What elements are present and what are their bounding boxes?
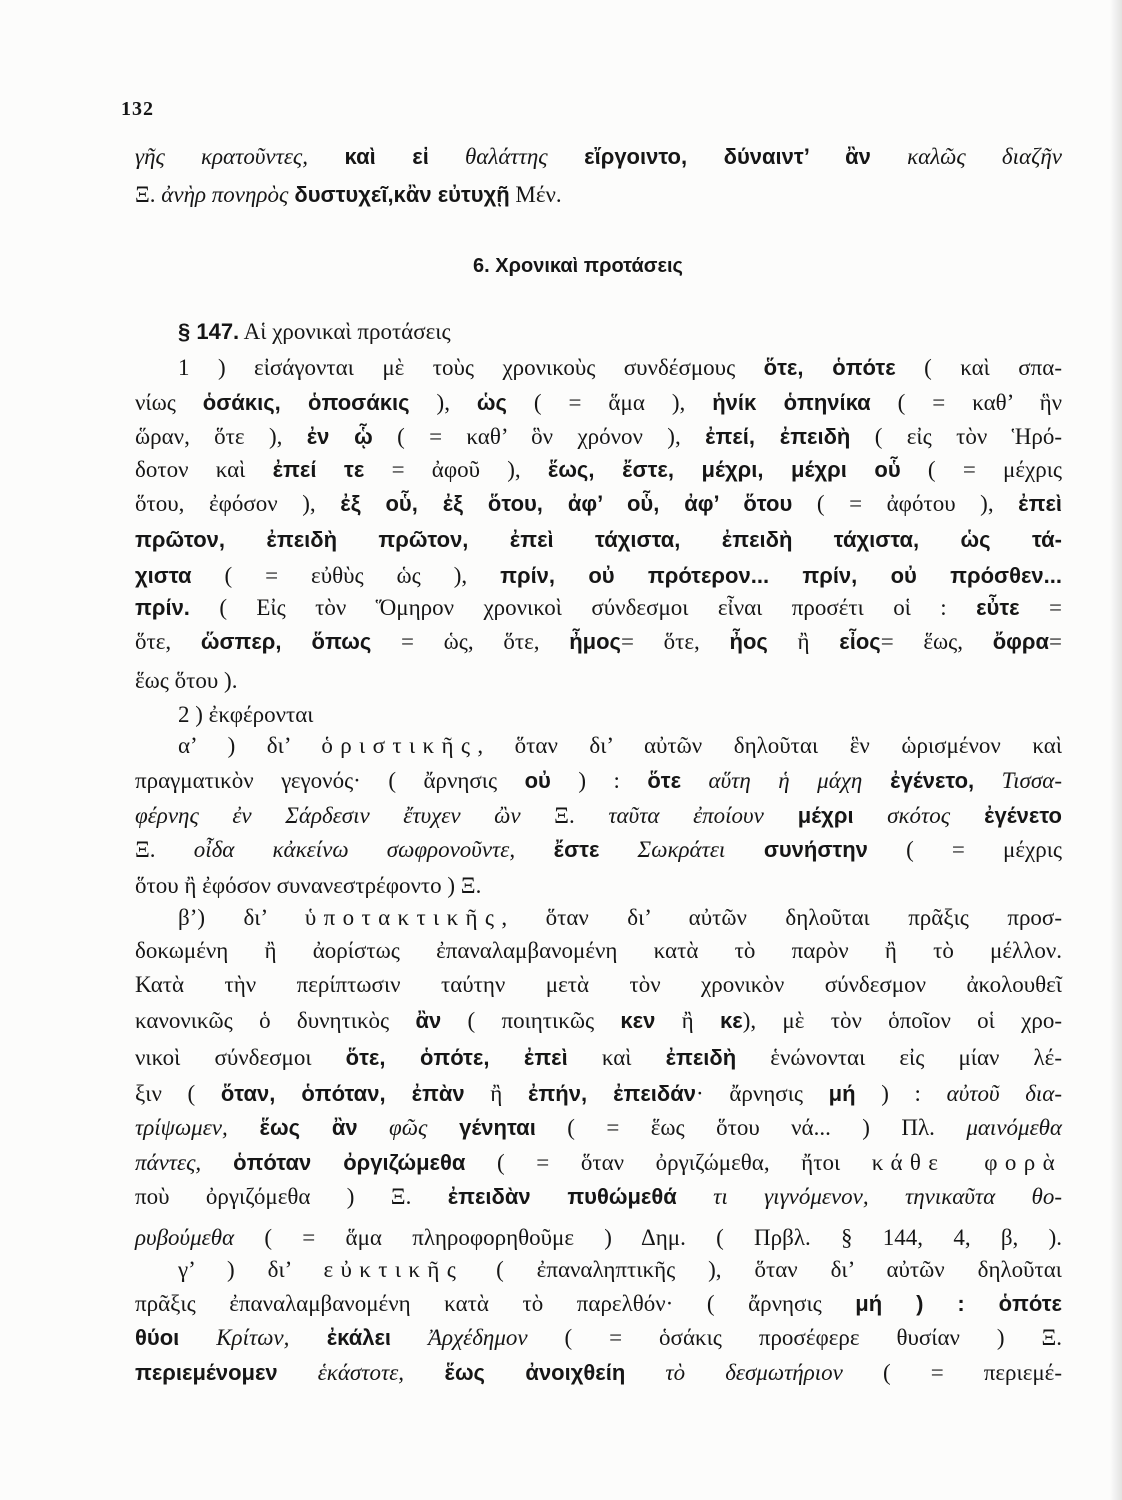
- text-run: =: [1049, 629, 1063, 654]
- text-run: = ἕως,: [880, 629, 993, 654]
- bold-term-run: ἐν ᾧ: [306, 424, 373, 449]
- text-run: ἢ: [767, 629, 840, 654]
- text-run: 2 ) ἐκφέρονται: [178, 702, 314, 727]
- bold-term-run: ἡνίκ ὁπηνίκα: [712, 390, 871, 415]
- italic-example-run: οἶδα κἀκείνω σωφρονοῦντε,: [193, 837, 516, 862]
- text-run: = ἀφοῦ ),: [364, 457, 548, 482]
- text-run: ( = ἅμα πληροφορηθοῦμε ) Δημ. ( Πρβλ. § 144, 4, β, ).: [234, 1225, 1062, 1250]
- bold-term-run: ἐπεί, ἐπειδὴ: [705, 424, 851, 449]
- text-line: [135, 968, 1062, 1002]
- bold-term-run: πρίν.: [135, 595, 190, 620]
- bold-term-run: δυστυχεῖ,κἂν εὐτυχῇ: [288, 182, 510, 207]
- text-line: [135, 664, 1062, 698]
- bold-term-run: ἦος: [729, 629, 768, 654]
- text-run: ( ἐπαναληπτικῆς ), ὅταν δι’ αὐτῶν δηλοῦται: [463, 1257, 1062, 1282]
- italic-example-run: αὕτη ἡ μάχη: [681, 768, 863, 793]
- bold-term-run: 6. Χρονικαὶ προτάσεις: [473, 255, 683, 277]
- text-run: ἑνώνονται εἰς μίαν λέ-: [736, 1045, 1062, 1070]
- text-run: ( Εἰς τὸν Ὅμηρον χρονικοὶ σύνδεσμοι εἶναι προσέτι οἱ :: [189, 595, 977, 620]
- bold-term-run: περιεμένομεν: [135, 1360, 278, 1385]
- spaced-term-run: ὑποτακτικῆς: [304, 905, 502, 930]
- text-run: β’) δι’: [178, 905, 305, 930]
- text-run: Αἱ χρονικαὶ προτάσεις: [239, 319, 451, 344]
- text-run: δοτον καὶ: [135, 457, 273, 482]
- text-run: Ξ.: [520, 803, 609, 828]
- bold-term-run: ὄφρα: [992, 629, 1050, 654]
- text-run: ἢ: [464, 1081, 528, 1106]
- text-run: = ὡς, ὅτε,: [371, 629, 570, 654]
- text-run: δοκωμένη ἢ ἀορίστως ἐπαναλαμβανομένη κατὰ τὸ παρὸν ἢ τὸ μέλλον.: [135, 938, 1062, 963]
- bold-term-run: ὁσάκις, ὁποσάκις: [202, 390, 410, 415]
- italic-example-run: θαλάττης: [428, 144, 548, 169]
- bold-term-run: ἐξ οὗ, ἐξ ὅτου, ἀφ’ οὗ, ἀφ’ ὅτου: [340, 491, 793, 516]
- text-run: πραγματικὸν γεγονός· ( ἄρνησις: [135, 768, 525, 793]
- text-run: γ’ ) δι’: [178, 1257, 324, 1282]
- text-run: =: [1019, 595, 1062, 620]
- bold-term-run: ἂν: [415, 1008, 442, 1033]
- bold-term-run: ἕως ἂν: [227, 1115, 358, 1140]
- text-run: ( εἰς τὸν Ἡρό-: [850, 424, 1062, 449]
- text-run: ( = ὁσάκις προσέφερε θυσίαν ) Ξ.: [527, 1325, 1063, 1350]
- text-run: ( = μέχρις: [900, 457, 1063, 482]
- bold-term-run: ἔστε: [515, 837, 600, 862]
- text-run: Κατὰ τὴν περίπτωσιν ταύτην μετὰ τὸν χρονικὸν σύνδεσμον ἀκολουθεῖ: [135, 972, 1062, 997]
- bold-term-run: θύοι: [135, 1325, 180, 1350]
- bold-term-run: πρῶτον, ἐπειδὴ πρῶτον, ἐπεὶ τάχιστα, ἐπειδὴ τάχιστα, ὡς τά-: [135, 527, 1062, 552]
- bold-term-run: ἕως, ἔστε, μέχρι, μέχρι οὗ: [547, 457, 901, 482]
- bold-term-run: ὥσπερ, ὅπως: [200, 629, 372, 654]
- bold-term-run: ὅτε: [647, 768, 682, 793]
- bold-term-run: εἴργοιντο, δύναιντ’ ἂν: [547, 144, 871, 169]
- bold-term-run: ὅτε, ὁπότε: [763, 355, 896, 380]
- text-run: ( = ὅταν ὀργιζώμεθα, ἤτοι: [465, 1150, 872, 1175]
- text-line: [135, 1041, 1062, 1075]
- text-run: ὅτου ἢ ἐφόσον συνανεστρέφοντο ) Ξ.: [135, 873, 482, 898]
- bold-term-run: εἶος: [839, 629, 881, 654]
- bold-term-run: ἐγένετο,: [862, 768, 975, 793]
- text-run: ὅτε,: [135, 629, 201, 654]
- text-run: καὶ: [567, 1045, 666, 1070]
- text-line: [178, 729, 1062, 763]
- bold-term-run: ἐπειδὰν πυθώμεθά: [447, 1184, 677, 1209]
- bold-term-run: ἐπεὶ: [1018, 491, 1062, 516]
- text-run: ( = ἕως ὅτου νά... ) Πλ.: [535, 1115, 967, 1140]
- text-line: [135, 140, 1062, 174]
- spaced-term-run: κάθε φορὰ: [871, 1150, 1063, 1175]
- italic-example-run: ταῦτα ἐποίουν: [608, 803, 764, 828]
- bold-term-run: ὅταν, ὁπόταν, ἐπὰν: [220, 1081, 465, 1106]
- text-line: [135, 386, 1062, 420]
- text-run: πρᾶξις ἐπαναλαμβανομένη κατὰ τὸ παρελθόν· ( ἄρνησις: [135, 1291, 856, 1316]
- bold-term-run: πρίν, οὐ πρότερον... πρίν, οὐ πρόσθεν...: [500, 563, 1062, 588]
- italic-example-run: ἑκάστοτε,: [277, 1360, 405, 1385]
- text-run: ( καὶ σπα-: [895, 355, 1062, 380]
- bold-term-run: εὖτε: [976, 595, 1020, 620]
- text-run: ποὺ ὀργιζόμεθα ) Ξ.: [135, 1184, 448, 1209]
- italic-example-run: τὸ δεσμωτήριον: [625, 1360, 843, 1385]
- bold-term-run: μέχρι: [763, 803, 854, 828]
- text-run: ἕως ὅτου ).: [135, 668, 238, 693]
- text-line: [178, 901, 1062, 935]
- text-run: ( = μέχρις: [867, 837, 1062, 862]
- text-line: [135, 1146, 1062, 1180]
- text-line: [135, 869, 1062, 903]
- text-line: [135, 420, 1062, 454]
- text-line: [135, 625, 1062, 659]
- text-run: νικοὶ σύνδεσμοι: [135, 1045, 346, 1070]
- text-line: [135, 799, 1062, 833]
- bold-term-run: μή: [828, 1081, 856, 1106]
- italic-example-run: μαινόμεθα: [966, 1115, 1063, 1140]
- text-run: · ἄρνησις: [696, 1081, 829, 1106]
- bold-term-run: χιστα: [135, 563, 192, 588]
- text-run: ) :: [550, 768, 648, 793]
- bold-term-run: οὐ: [524, 768, 551, 793]
- spaced-term-run: εὐκτικῆς: [323, 1257, 464, 1282]
- text-line: [135, 1221, 1062, 1255]
- text-run: ξιν (: [135, 1081, 221, 1106]
- text-run: , ὅταν δι’ αὐτῶν δηλοῦται ἓν ὡρισμένον καὶ: [477, 733, 1063, 758]
- italic-example-run: τρίψωμεν,: [135, 1115, 228, 1140]
- text-line: [135, 934, 1062, 968]
- text-run: ( = καθ’ ἣν: [870, 390, 1063, 415]
- text-line: [135, 1321, 1062, 1355]
- text-line: [178, 351, 1062, 385]
- bold-term-run: κε: [719, 1008, 743, 1033]
- bold-term-run: § 147.: [178, 319, 240, 344]
- bold-term-run: ἐπειδὴ: [665, 1045, 737, 1070]
- italic-example-run: Ἀρχέδημον: [391, 1325, 528, 1350]
- italic-example-run: Κρίτων,: [179, 1325, 290, 1350]
- bold-term-run: συνήστην: [725, 837, 868, 862]
- section-heading: [300, 248, 856, 282]
- text-run: ἢ: [655, 1008, 720, 1033]
- text-line: [135, 591, 1062, 625]
- bold-term-run: ὡς: [476, 390, 507, 415]
- text-run: Ξ.: [135, 837, 194, 862]
- spaced-term-run: ὁριστικῆς: [321, 733, 478, 758]
- text-run: κανονικῶς ὁ δυνητικὸς: [135, 1008, 416, 1033]
- page-edge-shadow: [1110, 0, 1122, 1500]
- italic-example-run: ἀνὴρ πονηρὸς: [161, 182, 289, 207]
- text-line: [135, 453, 1062, 487]
- bold-term-run: ἕως ἀνοιχθείη: [404, 1360, 626, 1385]
- text-run: ὅτου, ἐφόσον ),: [135, 491, 341, 516]
- italic-example-run: σκότος: [853, 803, 951, 828]
- text-run: Ξ.: [135, 182, 162, 207]
- italic-example-run: πάντες,: [135, 1150, 202, 1175]
- bold-term-run: ὅτε, ὁπότε, ἐπεὶ: [345, 1045, 568, 1070]
- bold-term-run: ἐπεί τε: [272, 457, 365, 482]
- text-run: ὥραν, ὅτε ),: [135, 424, 307, 449]
- italic-example-run: ρυβούμεθα: [135, 1225, 235, 1250]
- bold-term-run: ἐγένετο: [950, 803, 1062, 828]
- text-line: [135, 1356, 1062, 1390]
- text-run: ( = περιεμέ-: [842, 1360, 1062, 1385]
- text-run: 1 ) εἰσάγονται μὲ τοὺς χρονικοὺς συνδέσμους: [178, 355, 764, 380]
- text-line: [135, 1180, 1062, 1214]
- bold-term-run: μή ) : ὁπότε: [855, 1291, 1062, 1316]
- text-run: ( = καθ’ ὃν χρόνον ),: [372, 424, 706, 449]
- italic-example-run: Τισσα-: [974, 768, 1062, 793]
- text-run: , ὅταν δι’ αὐτῶν δηλοῦται πρᾶξις προσ-: [501, 905, 1062, 930]
- text-run: ( ποιητικῶς: [441, 1008, 621, 1033]
- text-run: νίως: [135, 390, 203, 415]
- text-run: ),: [409, 390, 477, 415]
- text-line: [135, 523, 1062, 557]
- italic-example-run: Σωκράτει: [599, 837, 726, 862]
- italic-example-run: γῆς κρατοῦντες,: [135, 144, 309, 169]
- text-line: [135, 1287, 1062, 1321]
- bold-term-run: ἦμος: [569, 629, 621, 654]
- text-run: Μέν.: [509, 182, 562, 207]
- text-run: ( = ἅμα ),: [506, 390, 713, 415]
- bold-term-run: γένηται: [427, 1115, 536, 1140]
- italic-example-run: φέρνης ἐν Σάρδεσιν ἔτυχεν ὢν: [135, 803, 521, 828]
- text-run: = ὅτε,: [620, 629, 730, 654]
- text-line: [135, 487, 1062, 521]
- text-line: [178, 1253, 1062, 1287]
- bold-term-run: ἐκάλει: [289, 1325, 392, 1350]
- italic-example-run: αὐτοῦ δια-: [946, 1081, 1063, 1106]
- bold-term-run: κεν: [620, 1008, 656, 1033]
- text-run: ( = εὐθὺς ὡς ),: [191, 563, 501, 588]
- text-line: [135, 833, 1062, 867]
- text-line: [135, 1111, 1062, 1145]
- bold-term-run: καὶ εἰ: [308, 144, 429, 169]
- text-line: [135, 1004, 1062, 1038]
- text-run: ( = ἀφότου ),: [792, 491, 1019, 516]
- text-line: [135, 1077, 1062, 1111]
- text-run: ) :: [855, 1081, 947, 1106]
- text-line: [178, 698, 1062, 732]
- italic-example-run: φῶς: [357, 1115, 428, 1140]
- paragraph-heading: [178, 315, 1062, 349]
- italic-example-run: τι γιγνόμενον, τηνικαῦτα θο-: [676, 1184, 1062, 1209]
- bold-term-run: ἐπήν, ἐπειδάν: [527, 1081, 697, 1106]
- bold-term-run: ὁπόταν ὀργιζώμεθα: [201, 1150, 466, 1175]
- text-line: [135, 764, 1062, 798]
- text-line: [135, 559, 1062, 593]
- text-line: [135, 178, 1062, 212]
- text-run: α’ ) δι’: [178, 733, 322, 758]
- page-number: 132: [121, 98, 154, 120]
- text-run: ), μὲ τὸν ὁποῖον οἱ χρο-: [742, 1008, 1062, 1033]
- italic-example-run: καλῶς διαζῆν: [870, 144, 1063, 169]
